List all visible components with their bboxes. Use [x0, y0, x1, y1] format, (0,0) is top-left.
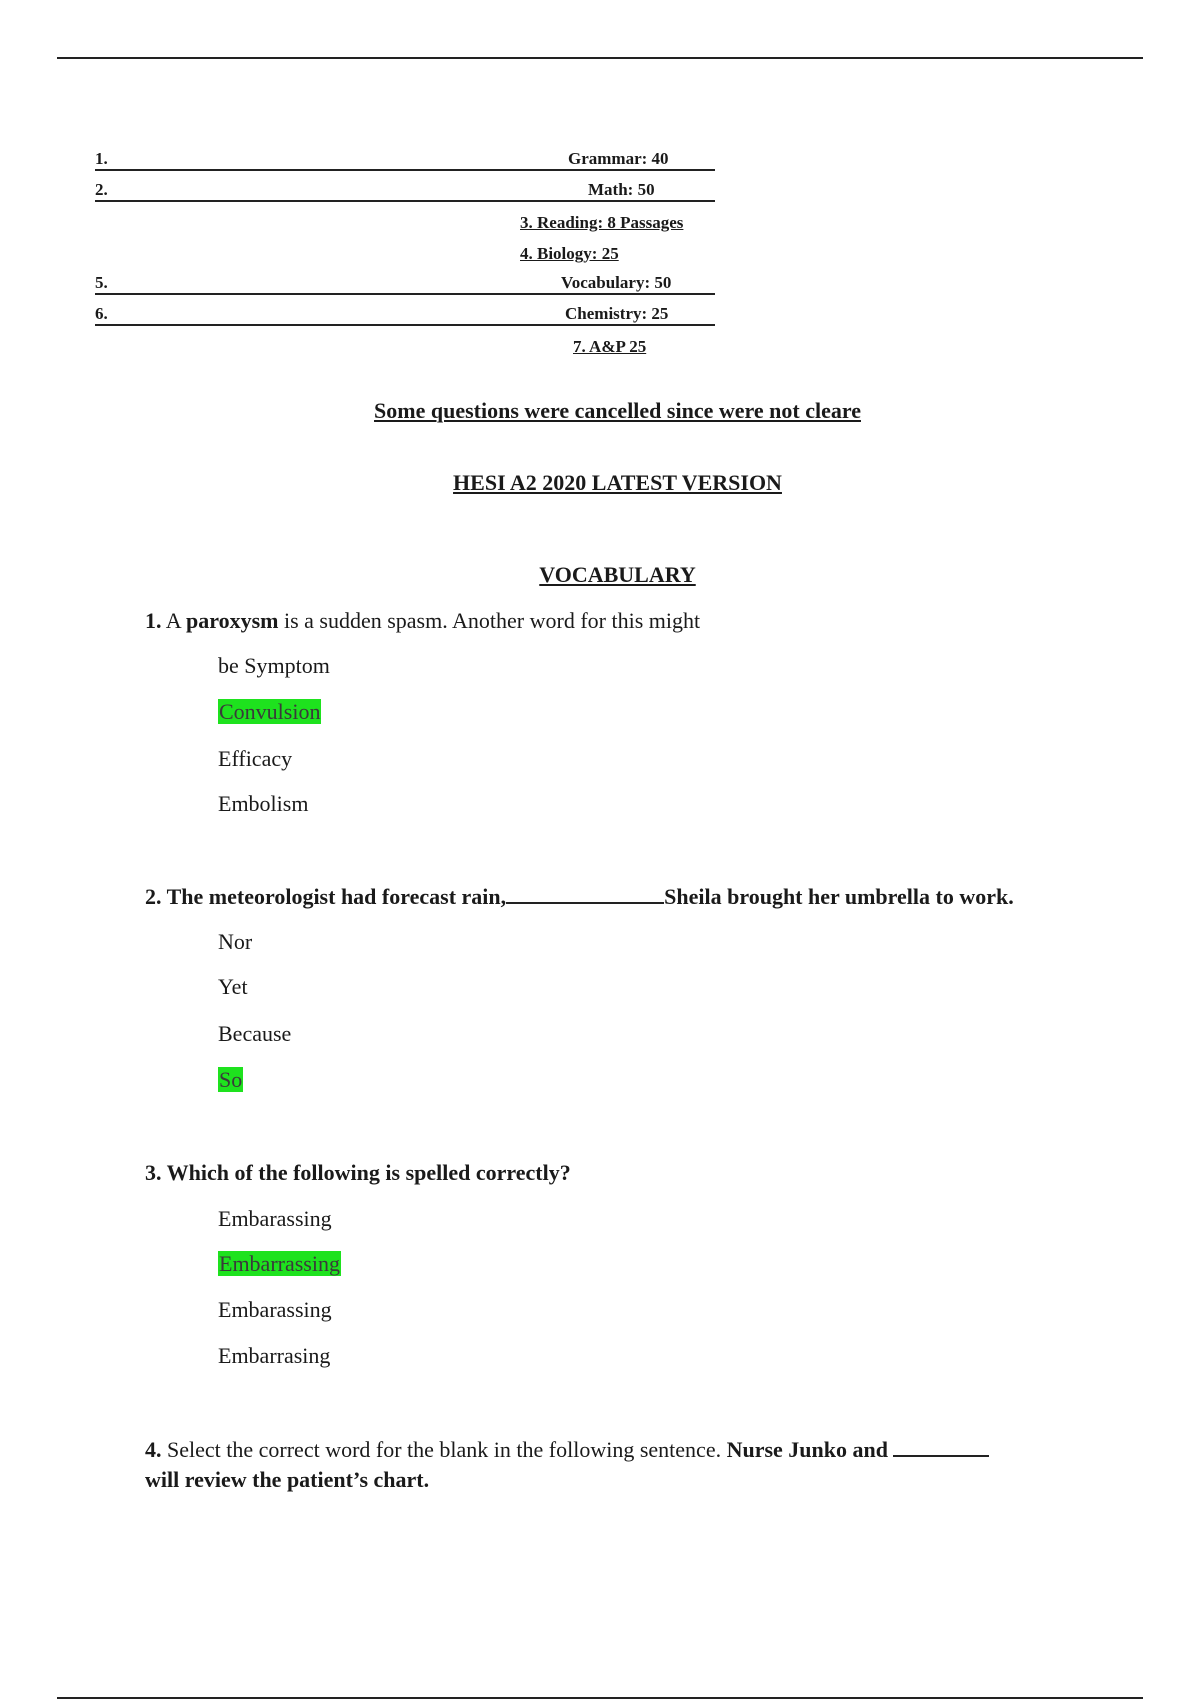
top-rule — [57, 57, 1143, 59]
correct-answer-option: So — [219, 1067, 243, 1092]
question-3 — [145, 1158, 571, 1188]
question-text: Which of the following is spelled correctly? — [161, 1160, 571, 1185]
section-number: 2. — [95, 180, 108, 199]
notice-heading: Some questions were cancelled since were not cleare — [374, 398, 861, 423]
section-row — [95, 326, 715, 357]
answer-option: Nor — [218, 929, 253, 954]
question-number: 1. — [145, 608, 162, 633]
question-number: 4. — [145, 1437, 162, 1462]
correct-answer-option: Embarrassing — [219, 1251, 340, 1276]
answer-blank — [506, 884, 664, 904]
question-number: 2. — [145, 884, 162, 909]
answer-option: Yet — [218, 974, 248, 999]
section-row — [95, 264, 715, 295]
section-label: 3. Reading: 8 Passages — [520, 213, 684, 232]
section-label: 7. A&P 25 — [573, 337, 647, 356]
section-row — [95, 140, 715, 171]
answer-option: be Symptom — [218, 653, 330, 678]
section-number: 5. — [95, 273, 108, 292]
question-text: is a sudden spasm. Another word for this might — [278, 608, 701, 633]
question-text: The meteorologist had forecast rain, — [161, 884, 507, 909]
section-label: Grammar: 40 — [568, 149, 669, 168]
answer-blank — [893, 1437, 989, 1457]
question-4 — [145, 1435, 1085, 1495]
answer-option: Embarassing — [218, 1297, 332, 1322]
section-label: 4. Biology: 25 — [520, 244, 619, 263]
question-2 — [145, 882, 1014, 912]
question-text: Sheila brought her umbrella to work. — [664, 884, 1014, 909]
page-title: HESI A2 2020 LATEST VERSION — [453, 470, 782, 495]
question-1 — [145, 606, 700, 636]
section-number: 1. — [95, 149, 108, 168]
answer-option: Embarrasing — [218, 1343, 331, 1368]
question-keyword: Nurse Junko and — [726, 1437, 888, 1462]
section-label: Math: 50 — [588, 180, 655, 199]
answer-option: Because — [218, 1021, 292, 1046]
section-label: Chemistry: 25 — [565, 304, 669, 323]
section-number: 6. — [95, 304, 108, 323]
correct-answer-option: Convulsion — [219, 699, 321, 724]
question-keyword: paroxysm — [185, 608, 279, 633]
section-heading: VOCABULARY — [539, 562, 696, 587]
answer-option: Efficacy — [218, 746, 293, 771]
question-text: will review the patient’s chart. — [145, 1467, 430, 1492]
section-label: Vocabulary: 50 — [561, 273, 672, 292]
section-row — [95, 233, 715, 264]
answer-option: Embolism — [218, 791, 309, 816]
question-text: Select the correct word for the blank in the following sentence. — [161, 1437, 727, 1462]
section-row — [95, 202, 715, 233]
section-row — [95, 295, 715, 326]
question-number: 3. — [145, 1160, 162, 1185]
bottom-rule — [57, 1697, 1143, 1699]
section-row — [95, 171, 715, 202]
question-text: A — [161, 608, 186, 633]
section-counts — [95, 140, 715, 357]
answer-option: Embarassing — [218, 1206, 332, 1231]
